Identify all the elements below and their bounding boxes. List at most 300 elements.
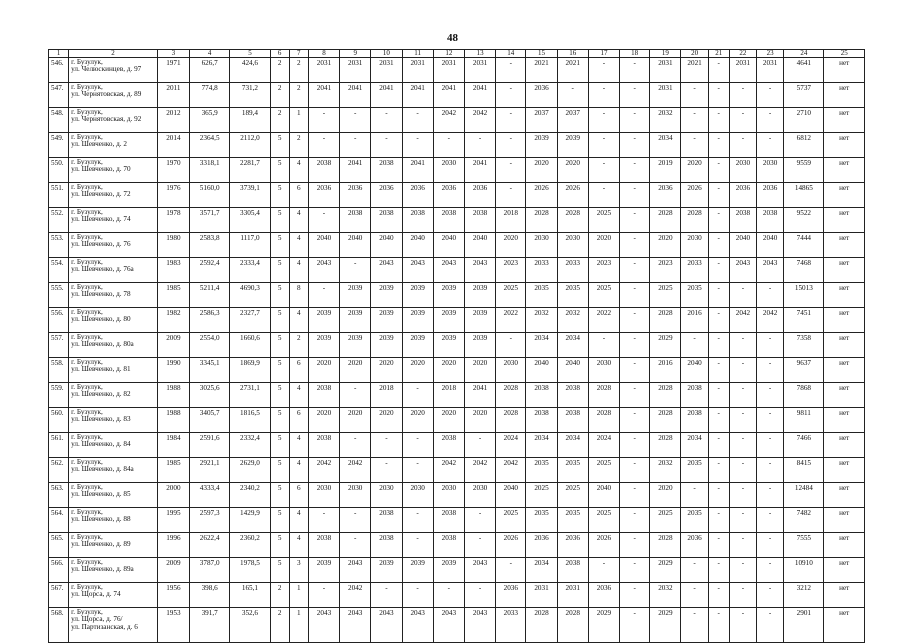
data-cell: нет xyxy=(824,383,865,408)
data-cell: 2034 xyxy=(681,433,708,458)
data-cell: - xyxy=(620,58,650,83)
data-cell: 2018 xyxy=(371,383,402,408)
data-cell: 2332,4 xyxy=(230,433,270,458)
table-row xyxy=(49,83,865,108)
data-cell: 4333,4 xyxy=(190,483,230,508)
data-cell: 2038 xyxy=(681,408,708,433)
data-cell: 2035 xyxy=(526,458,557,483)
table-row xyxy=(49,408,865,433)
data-cell: - xyxy=(588,333,619,358)
row-number: 557. xyxy=(49,333,69,358)
data-cell: - xyxy=(464,133,495,158)
data-cell: 2039 xyxy=(371,308,402,333)
table-row xyxy=(49,308,865,333)
column-number: 7 xyxy=(289,50,308,58)
data-cell: - xyxy=(340,383,371,408)
data-cell: - xyxy=(729,433,756,458)
data-cell: 2034 xyxy=(557,333,588,358)
data-cell: 2043 xyxy=(308,258,339,283)
data-cell: 2036 xyxy=(496,583,526,608)
data-cell: - xyxy=(757,458,784,483)
data-cell: - xyxy=(620,458,650,483)
data-cell: 2026 xyxy=(557,183,588,208)
data-cell: 2 xyxy=(270,58,289,83)
data-cell: 2040 xyxy=(340,233,371,258)
data-cell: - xyxy=(708,433,729,458)
column-number: 10 xyxy=(371,50,402,58)
data-cell: 365,9 xyxy=(190,108,230,133)
data-cell: 1976 xyxy=(157,183,189,208)
data-cell: 2042 xyxy=(308,458,339,483)
data-cell: нет xyxy=(824,358,865,383)
data-cell: - xyxy=(729,358,756,383)
data-cell: 2024 xyxy=(496,433,526,458)
data-cell: нет xyxy=(824,233,865,258)
data-cell: - xyxy=(729,533,756,558)
data-cell: 2033 xyxy=(557,258,588,283)
data-cell: - xyxy=(757,383,784,408)
row-number: 554. xyxy=(49,258,69,283)
data-cell: 2039 xyxy=(526,133,557,158)
data-cell: 7451 xyxy=(784,308,824,333)
address-line: г. Бузулук, xyxy=(71,83,103,91)
data-cell: нет xyxy=(824,333,865,358)
data-cell: 2023 xyxy=(496,258,526,283)
data-cell: - xyxy=(757,483,784,508)
data-cell: 2039 xyxy=(402,308,433,333)
data-cell: 2039 xyxy=(464,308,495,333)
address-cell xyxy=(69,483,158,508)
column-number: 4 xyxy=(190,50,230,58)
data-cell: 6812 xyxy=(784,133,824,158)
data-cell: 2591,6 xyxy=(190,433,230,458)
data-cell: 2024 xyxy=(588,433,619,458)
data-cell: 2043 xyxy=(371,608,402,643)
data-cell: 2030 xyxy=(433,483,464,508)
data-cell: - xyxy=(708,58,729,83)
data-cell: 4 xyxy=(289,383,308,408)
data-cell: - xyxy=(708,333,729,358)
data-cell: 2043 xyxy=(464,258,495,283)
column-number: 20 xyxy=(681,50,708,58)
data-cell: 4 xyxy=(289,458,308,483)
data-cell: 2034 xyxy=(650,133,681,158)
data-cell: 2025 xyxy=(588,283,619,308)
data-cell: 2038 xyxy=(308,433,339,458)
data-cell: 2038 xyxy=(557,408,588,433)
row-number: 549. xyxy=(49,133,69,158)
data-cell: - xyxy=(757,358,784,383)
data-cell: 2043 xyxy=(433,608,464,643)
data-cell: - xyxy=(729,408,756,433)
data-cell: 2038 xyxy=(681,383,708,408)
data-cell: 2035 xyxy=(681,458,708,483)
data-cell: - xyxy=(620,583,650,608)
row-number: 568. xyxy=(49,608,69,643)
data-cell: - xyxy=(433,583,464,608)
row-number: 566. xyxy=(49,558,69,583)
data-cell: 2042 xyxy=(757,308,784,333)
column-number: 8 xyxy=(308,50,339,58)
column-number: 24 xyxy=(784,50,824,58)
data-cell: 2020 xyxy=(681,158,708,183)
data-cell: - xyxy=(729,558,756,583)
data-cell: - xyxy=(402,433,433,458)
address-line: ул. Шевченко, д. 83 xyxy=(71,415,131,424)
table-row xyxy=(49,258,865,283)
data-cell: - xyxy=(620,83,650,108)
data-cell: 7482 xyxy=(784,508,824,533)
data-cell: 2028 xyxy=(496,383,526,408)
data-cell: - xyxy=(708,358,729,383)
data-cell: - xyxy=(308,283,339,308)
data-cell: 2030 xyxy=(557,233,588,258)
data-cell: - xyxy=(729,483,756,508)
data-cell: нет xyxy=(824,508,865,533)
data-cell: 2020 xyxy=(650,233,681,258)
data-cell: 2000 xyxy=(157,483,189,508)
data-cell: 1988 xyxy=(157,383,189,408)
data-cell: - xyxy=(496,158,526,183)
address-line: г. Бузулук, xyxy=(71,608,103,616)
data-cell: 2036 xyxy=(681,533,708,558)
data-cell: 2029 xyxy=(650,558,681,583)
data-cell: 6 xyxy=(289,483,308,508)
address-line: ул. Щорса, д. 74 xyxy=(71,590,121,599)
data-cell: 2043 xyxy=(729,258,756,283)
data-cell: - xyxy=(729,108,756,133)
data-cell: 10910 xyxy=(784,558,824,583)
data-cell: нет xyxy=(824,308,865,333)
data-cell: 2041 xyxy=(464,83,495,108)
address-cell xyxy=(69,133,158,158)
data-cell: 2586,3 xyxy=(190,308,230,333)
data-cell: 2028 xyxy=(650,308,681,333)
data-cell: нет xyxy=(824,483,865,508)
data-cell: 2025 xyxy=(650,508,681,533)
data-cell: - xyxy=(588,108,619,133)
data-cell: 2043 xyxy=(433,258,464,283)
address-line: ул. Шевченко, д. 76 xyxy=(71,240,131,249)
address-line: г. Бузулук, xyxy=(71,408,103,416)
data-cell: - xyxy=(708,183,729,208)
data-cell: 5 xyxy=(270,558,289,583)
data-cell: 2032 xyxy=(650,583,681,608)
data-cell: 9522 xyxy=(784,208,824,233)
column-number: 14 xyxy=(496,50,526,58)
data-cell: 2029 xyxy=(650,333,681,358)
data-cell: 2025 xyxy=(588,208,619,233)
table-row xyxy=(49,233,865,258)
data-cell: 6 xyxy=(289,408,308,433)
data-cell: 2039 xyxy=(308,333,339,358)
data-cell: 2028 xyxy=(588,383,619,408)
data-cell: нет xyxy=(824,258,865,283)
data-cell: 2020 xyxy=(371,358,402,383)
data-cell: - xyxy=(340,258,371,283)
address-line: г. Бузулук, xyxy=(71,308,103,316)
data-cell: нет xyxy=(824,558,865,583)
address-cell xyxy=(69,283,158,308)
data-cell: 2043 xyxy=(757,258,784,283)
column-number: 9 xyxy=(340,50,371,58)
data-cell: 2031 xyxy=(557,583,588,608)
address-cell xyxy=(69,158,158,183)
data-cell: 7868 xyxy=(784,383,824,408)
address-cell xyxy=(69,383,158,408)
data-cell: - xyxy=(620,283,650,308)
data-cell: - xyxy=(588,158,619,183)
data-cell: 2360,2 xyxy=(230,533,270,558)
data-cell: - xyxy=(464,533,495,558)
data-cell: - xyxy=(308,133,339,158)
data-cell: - xyxy=(620,383,650,408)
address-cell xyxy=(69,408,158,433)
data-cell: 2041 xyxy=(402,83,433,108)
address-line: г. Бузулук, xyxy=(71,58,103,66)
data-cell: 2038 xyxy=(757,208,784,233)
data-cell: 2033 xyxy=(681,258,708,283)
data-cell: 2036 xyxy=(308,183,339,208)
table-row xyxy=(49,133,865,158)
data-cell: нет xyxy=(824,583,865,608)
data-cell: 4 xyxy=(289,433,308,458)
data-cell: 2043 xyxy=(464,608,495,643)
data-cell: 2030 xyxy=(433,158,464,183)
data-cell: - xyxy=(708,558,729,583)
data-cell: 2731,1 xyxy=(230,383,270,408)
data-cell: 2022 xyxy=(496,308,526,333)
data-cell: 2032 xyxy=(526,308,557,333)
data-cell: - xyxy=(620,408,650,433)
data-cell: 2030 xyxy=(729,158,756,183)
data-cell: 3571,7 xyxy=(190,208,230,233)
data-cell: - xyxy=(496,108,526,133)
data-cell: 2038 xyxy=(464,208,495,233)
column-number: 12 xyxy=(433,50,464,58)
data-cell: 2016 xyxy=(681,308,708,333)
data-cell: 2037 xyxy=(526,108,557,133)
data-cell: - xyxy=(757,408,784,433)
data-cell: 2029 xyxy=(650,608,681,643)
address-line: г. Бузулук, xyxy=(71,208,103,216)
data-cell: 14865 xyxy=(784,183,824,208)
data-cell: 2025 xyxy=(496,283,526,308)
data-cell: - xyxy=(588,183,619,208)
data-cell: 2042 xyxy=(496,458,526,483)
row-number: 546. xyxy=(49,58,69,83)
data-cell: - xyxy=(708,483,729,508)
data-cell: 2036 xyxy=(464,183,495,208)
data-cell: 2040 xyxy=(464,233,495,258)
data-cell: 2036 xyxy=(729,183,756,208)
data-cell: 2032 xyxy=(650,108,681,133)
data-cell: нет xyxy=(824,458,865,483)
data-cell: - xyxy=(708,583,729,608)
address-line: ул. Партизанская, д. 6 xyxy=(71,622,138,631)
data-cell: 5 xyxy=(270,533,289,558)
data-cell: 2036 xyxy=(557,533,588,558)
data-cell: - xyxy=(757,433,784,458)
data-cell: - xyxy=(340,133,371,158)
data-cell: 2901 xyxy=(784,608,824,643)
data-cell: 2039 xyxy=(371,558,402,583)
data-cell: - xyxy=(708,208,729,233)
data-cell: - xyxy=(620,433,650,458)
table-row xyxy=(49,283,865,308)
data-cell: - xyxy=(496,183,526,208)
address-cell xyxy=(69,333,158,358)
data-cell: 3787,0 xyxy=(190,558,230,583)
data-cell: 2020 xyxy=(650,483,681,508)
data-cell: - xyxy=(708,408,729,433)
address-cell xyxy=(69,358,158,383)
address-cell xyxy=(69,58,158,83)
address-cell xyxy=(69,308,158,333)
data-cell: - xyxy=(620,208,650,233)
address-line: г. Бузулук, xyxy=(71,233,103,241)
data-cell: 5 xyxy=(270,433,289,458)
data-cell: 1429,9 xyxy=(230,508,270,533)
data-cell: - xyxy=(729,458,756,483)
data-cell: 2038 xyxy=(308,383,339,408)
row-number: 567. xyxy=(49,583,69,608)
data-cell: 2029 xyxy=(588,608,619,643)
data-cell: 2030 xyxy=(464,483,495,508)
data-cell: 2012 xyxy=(157,108,189,133)
data-cell: 2038 xyxy=(371,158,402,183)
data-cell: 4690,3 xyxy=(230,283,270,308)
data-cell: 2026 xyxy=(681,183,708,208)
data-cell: 2035 xyxy=(526,508,557,533)
data-cell: 4 xyxy=(289,233,308,258)
data-cell: 2035 xyxy=(557,458,588,483)
data-cell: 2042 xyxy=(340,583,371,608)
data-cell: 2038 xyxy=(308,533,339,558)
data-cell: 2020 xyxy=(433,358,464,383)
data-cell: 2030 xyxy=(526,233,557,258)
data-cell: 2036 xyxy=(402,183,433,208)
data-cell: 2021 xyxy=(557,58,588,83)
data-cell: 2030 xyxy=(340,483,371,508)
column-number: 1 xyxy=(49,50,69,58)
data-cell: 2020 xyxy=(340,358,371,383)
data-cell: 5160,0 xyxy=(190,183,230,208)
column-number: 15 xyxy=(526,50,557,58)
data-cell: - xyxy=(433,133,464,158)
data-cell: 1985 xyxy=(157,458,189,483)
data-cell: 2041 xyxy=(433,83,464,108)
data-cell: 2035 xyxy=(557,283,588,308)
address-line: г. Бузулук, xyxy=(71,333,103,341)
data-cell: - xyxy=(557,83,588,108)
data-cell: 2592,4 xyxy=(190,258,230,283)
data-cell: 2038 xyxy=(729,208,756,233)
data-cell: 2009 xyxy=(157,558,189,583)
data-cell: - xyxy=(620,308,650,333)
address-line: ул. Шевченко, д. 80а xyxy=(71,340,134,349)
column-number: 18 xyxy=(620,50,650,58)
data-cell: 5 xyxy=(270,358,289,383)
data-cell: 2030 xyxy=(402,483,433,508)
data-cell: - xyxy=(340,433,371,458)
data-cell: 1985 xyxy=(157,283,189,308)
data-cell: 2042 xyxy=(464,458,495,483)
data-cell: 2025 xyxy=(557,483,588,508)
data-cell: - xyxy=(620,108,650,133)
row-number: 562. xyxy=(49,458,69,483)
data-cell: - xyxy=(729,83,756,108)
data-cell: 2038 xyxy=(371,508,402,533)
data-cell: 2019 xyxy=(650,158,681,183)
data-cell: 9811 xyxy=(784,408,824,433)
data-cell: - xyxy=(620,358,650,383)
data-cell: 626,7 xyxy=(190,58,230,83)
table-row xyxy=(49,583,865,608)
data-cell: 2020 xyxy=(433,408,464,433)
data-cell: 2031 xyxy=(433,58,464,83)
data-cell: 2020 xyxy=(526,158,557,183)
data-cell: 2040 xyxy=(433,233,464,258)
data-cell: 2041 xyxy=(464,158,495,183)
data-cell: 2020 xyxy=(496,233,526,258)
data-cell: - xyxy=(340,508,371,533)
data-cell: 5 xyxy=(270,258,289,283)
data-cell: нет xyxy=(824,208,865,233)
data-cell: 3305,4 xyxy=(230,208,270,233)
data-cell: 2026 xyxy=(526,183,557,208)
data-cell: 2043 xyxy=(308,608,339,643)
data-cell: нет xyxy=(824,283,865,308)
address-cell xyxy=(69,433,158,458)
data-cell: 5211,4 xyxy=(190,283,230,308)
data-cell: 2043 xyxy=(402,608,433,643)
data-cell: 2 xyxy=(270,108,289,133)
data-cell: - xyxy=(681,108,708,133)
address-line: ул. Шевченко, д. 2 xyxy=(71,140,127,149)
row-number: 561. xyxy=(49,433,69,458)
data-cell: - xyxy=(402,458,433,483)
address-line: г. Бузулук, xyxy=(71,533,103,541)
data-cell: 2022 xyxy=(588,308,619,333)
data-cell: нет xyxy=(824,408,865,433)
data-cell: 2041 xyxy=(340,158,371,183)
data-cell: - xyxy=(681,333,708,358)
data-cell: 2038 xyxy=(340,208,371,233)
data-cell: - xyxy=(681,483,708,508)
data-cell: 2039 xyxy=(308,558,339,583)
address-line: г. Бузулук, xyxy=(71,133,103,141)
data-cell: 7466 xyxy=(784,433,824,458)
data-cell: 6 xyxy=(289,358,308,383)
address-line: ул. Шевченко, д. 84а xyxy=(71,465,134,474)
address-line: ул. Челюскинцев, д. 97 xyxy=(71,65,142,74)
address-line: г. Бузулук, xyxy=(71,183,103,191)
column-number: 6 xyxy=(270,50,289,58)
data-cell: 2036 xyxy=(526,533,557,558)
data-cell: - xyxy=(588,558,619,583)
data-cell: - xyxy=(757,608,784,643)
data-cell: 2 xyxy=(270,608,289,643)
data-cell: 2040 xyxy=(588,483,619,508)
data-cell: 2023 xyxy=(588,258,619,283)
data-cell: 2039 xyxy=(402,283,433,308)
data-cell: - xyxy=(371,583,402,608)
data-cell: 7358 xyxy=(784,333,824,358)
data-cell: 2028 xyxy=(650,208,681,233)
data-cell: 2554,0 xyxy=(190,333,230,358)
data-cell: 774,8 xyxy=(190,83,230,108)
